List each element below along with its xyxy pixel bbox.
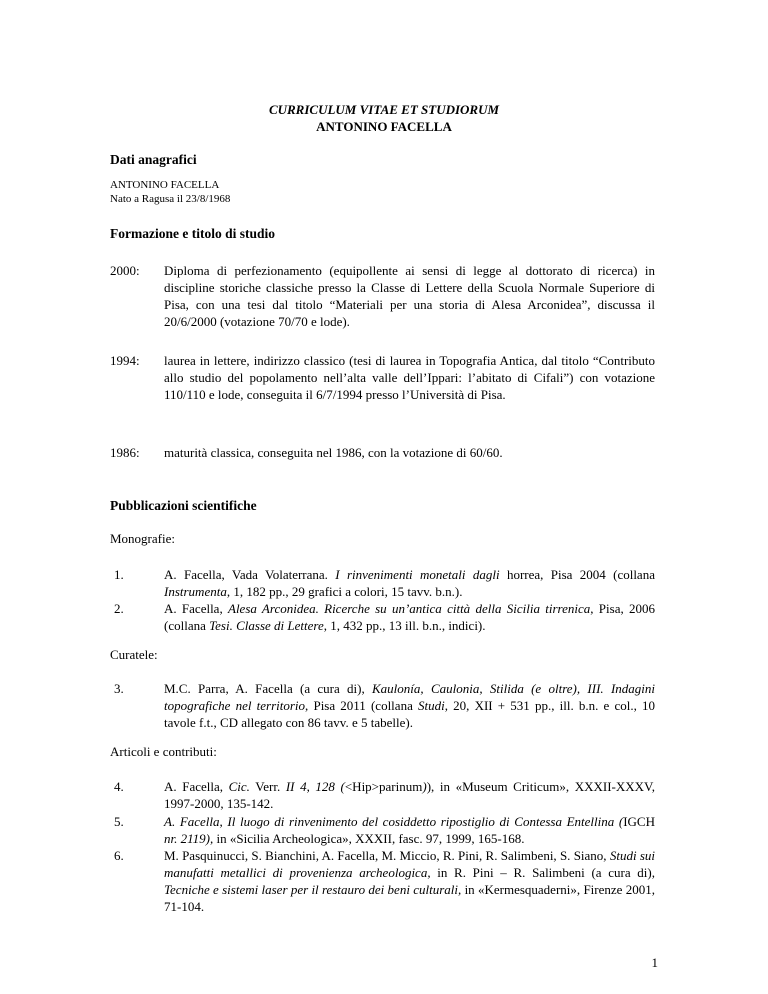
- heading-dati-anagrafici: Dati anagrafici: [110, 152, 197, 167]
- publication-item: [110, 600, 655, 634]
- label-monografie: Monografie:: [110, 531, 175, 546]
- publication-number: 1.: [114, 567, 124, 582]
- publication-number: 6.: [114, 848, 124, 863]
- education-entry: [110, 262, 655, 330]
- label-articoli: Articoli e contributi:: [110, 744, 217, 759]
- personal-name: ANTONINO FACELLA: [110, 179, 220, 191]
- publication-item: [110, 680, 655, 731]
- page-number: 1: [651, 955, 658, 970]
- publication-number: 3.: [114, 681, 124, 696]
- education-text: Diploma di perfezionamento (equipollente ai sensi di legge al dottorato di ricerca) in discipline storiche classiche presso la Classe di Lettere della Scuola Normale Superiore di Pisa, con una tesi dal titolo “Materiali per una storia di Alesa Arconidea”, discussa il 20/6/2000 (votazione 70/70 e lode).: [164, 263, 655, 329]
- publication-text: A. Facella, Il luogo di rinvenimento del cosiddetto ripostiglio di Contessa Entellina (IGCH nr. 2119), in «Sicilia Archeologica», XXXII, fasc. 97, 1999, 165-168.: [164, 814, 655, 846]
- publication-text: M. Pasquinucci, S. Bianchini, A. Facella, M. Miccio, R. Pini, R. Salimbeni, S. Siano, Studi sui manufatti metallici di provenienza archeologica, in R. Pini – R. Salimbeni (a cura di), Tecniche e sistemi laser per il restauro dei beni culturali, in «Kermesquaderni», Firenze 2001, 71-104.: [164, 848, 655, 914]
- education-text: laurea in lettere, indirizzo classico (tesi di laurea in Topografia Antica, dal titolo “Contributo allo studio del popolamento nell’alta valle dell’Ippari: l’abitato di Cifali”) con votazione 110/110 e lode, conseguita il 6/7/1994 presso l’Università di Pisa.: [164, 353, 655, 402]
- document-author: ANTONINO FACELLA: [316, 119, 452, 134]
- birth-info: Nato a Ragusa il 23/8/1968: [110, 193, 231, 205]
- publication-item: [110, 847, 655, 915]
- education-entry: [110, 444, 655, 461]
- publication-text: A. Facella, Alesa Arconidea. Ricerche su un’antica città della Sicilia tirrenica, Pisa, 2006 (collana Tesi. Classe di Lettere, 1, 432 pp., 13 ill. b.n., indici).: [164, 601, 656, 633]
- heading-pubblicazioni: Pubblicazioni scientifiche: [110, 498, 257, 513]
- education-text: maturità classica, conseguita nel 1986, con la votazione di 60/60.: [164, 445, 503, 460]
- education-year: 1986:: [110, 445, 140, 460]
- document-title: CURRICULUM VITAE ET STUDIORUM: [268, 102, 500, 117]
- publication-text: A. Facella, Cic. Verr. II 4, 128 (<Hip>parinum)), in «Museum Criticum», XXXII-XXXV, 1997-2000, 135-142.: [164, 779, 656, 811]
- label-curatele: Curatele:: [110, 647, 158, 662]
- publication-item: [110, 566, 655, 600]
- heading-formazione: Formazione e titolo di studio: [110, 226, 275, 241]
- publication-number: 4.: [114, 779, 124, 794]
- education-year: 1994:: [110, 353, 140, 368]
- publication-text: M.C. Parra, A. Facella (a cura di), Kaulonía, Caulonia, Stilida (e oltre), III. Indagini topografiche nel territorio, Pisa 2011 (collana Studi, 20, XII + 531 pp., ill. b.n. e col., 10 tavole f.t., CD allegato con 86 tavv. e 5 tabelle).: [164, 681, 655, 730]
- publication-number: 2.: [114, 601, 124, 616]
- publication-item: [110, 813, 655, 847]
- publication-item: [110, 778, 655, 812]
- publication-number: 5.: [114, 814, 124, 829]
- education-entry: [110, 352, 655, 403]
- education-year: 2000:: [110, 263, 140, 278]
- publication-text: A. Facella, Vada Volaterrana. I rinvenimenti monetali dagli horrea, Pisa 2004 (collana Instrumenta, 1, 182 pp., 29 grafici a colori, 15 tavv. b.n.).: [164, 567, 655, 599]
